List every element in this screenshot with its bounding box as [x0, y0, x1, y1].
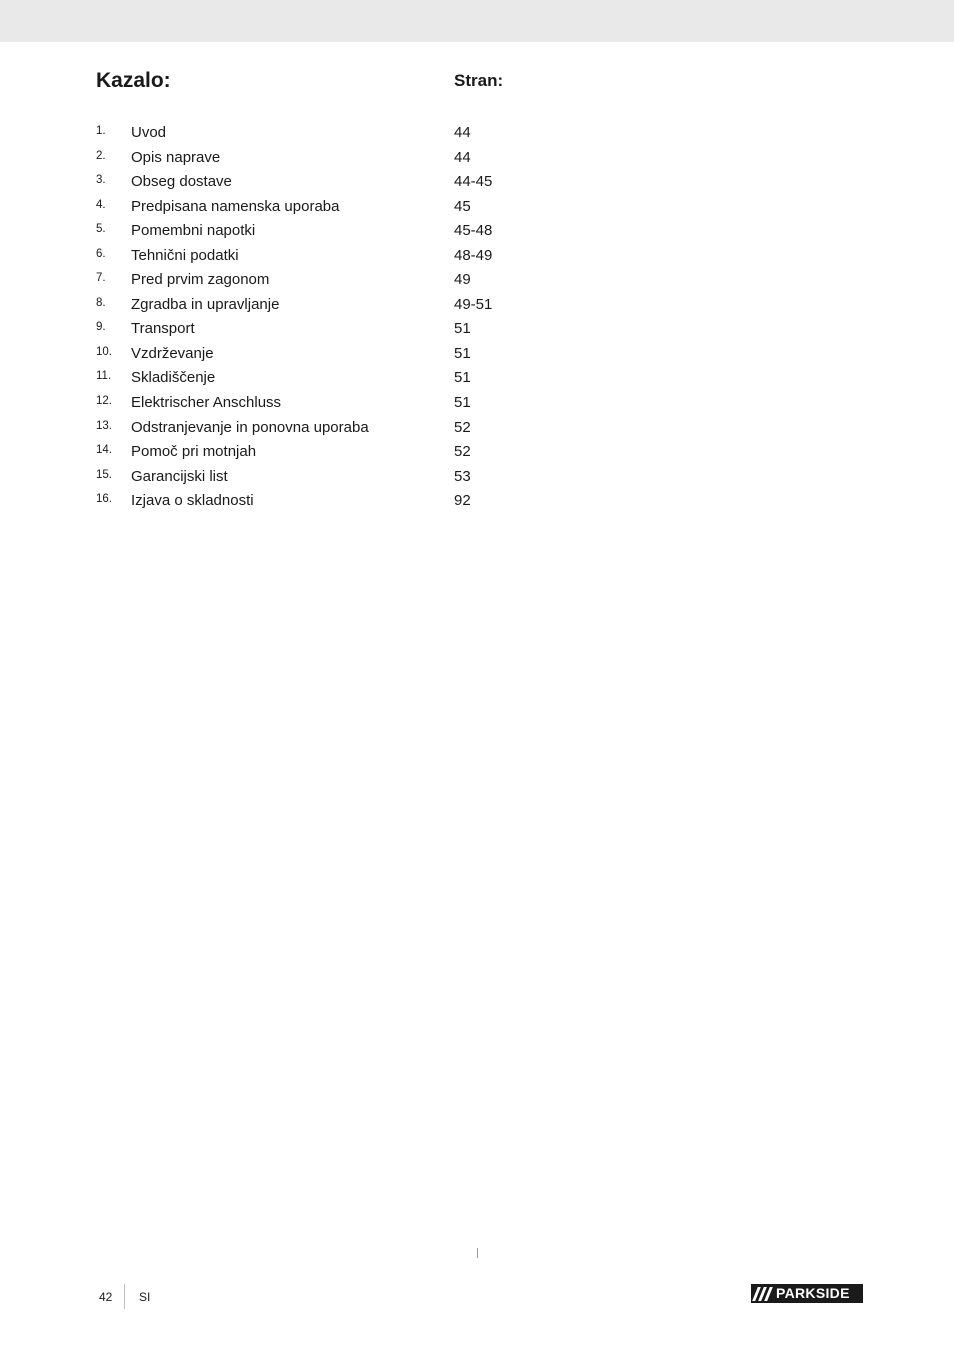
toc-item-number: 6. — [96, 247, 106, 260]
toc-item-label: Pred prvim zagonom — [131, 271, 270, 289]
toc-item-label: Predpisana namenska uporaba — [131, 197, 340, 215]
toc-item-number: 11. — [96, 370, 112, 383]
toc-item-label: Uvod — [131, 124, 167, 141]
toc-item[interactable] — [96, 367, 656, 392]
toc-item-label: Pomoč pri motnjah — [131, 443, 257, 461]
footer-page-number: 42 — [99, 1290, 113, 1304]
toc-item-page: 45-48 — [454, 222, 493, 240]
logo-slashes-icon — [755, 1287, 770, 1301]
toc-item-number: 12. — [96, 395, 112, 408]
toc-item-page: 51 — [454, 344, 471, 362]
toc-item-label: Pomembni napotki — [131, 222, 256, 240]
toc-item-page: 45 — [454, 197, 471, 215]
header-band — [0, 0, 954, 42]
toc-item-label: Odstranjevanje in ponovna uporaba — [131, 418, 369, 436]
toc-item-page: 44 — [454, 148, 471, 166]
toc-item[interactable] — [96, 343, 656, 368]
toc-item[interactable] — [96, 318, 656, 343]
toc-item-page: 44 — [454, 124, 471, 141]
toc-item[interactable] — [96, 196, 656, 221]
toc-item[interactable] — [96, 441, 656, 466]
toc-item-number: 4. — [96, 198, 106, 211]
toc-item-number: 10. — [96, 345, 112, 358]
toc-item-number: 14. — [96, 444, 112, 457]
footer-divider — [124, 1284, 125, 1309]
toc-item[interactable] — [96, 417, 656, 442]
page-column-header: Stran: — [454, 71, 504, 90]
toc-item-page: 51 — [454, 394, 471, 412]
table-of-contents — [96, 122, 656, 515]
center-crop-mark — [477, 1248, 478, 1258]
logo-wordmark: PARKSIDE — [776, 1285, 850, 1301]
toc-item-page: 52 — [454, 418, 471, 436]
toc-item[interactable] — [96, 466, 656, 491]
toc-item-label: Elektrischer Anschluss — [131, 394, 282, 412]
toc-item-number: 5. — [96, 223, 106, 236]
toc-item-page: 44-45 — [454, 173, 493, 191]
footer-language-code: SI — [139, 1290, 151, 1304]
toc-item[interactable] — [96, 220, 656, 245]
toc-item[interactable] — [96, 269, 656, 294]
toc-item-number: 7. — [96, 272, 106, 285]
toc-item[interactable] — [96, 171, 656, 196]
toc-item-label: Zgradba in upravljanje — [131, 295, 280, 313]
toc-item-page: 49 — [454, 271, 471, 289]
toc-item-page: 49-51 — [454, 295, 493, 313]
toc-item-label: Vzdrževanje — [131, 344, 214, 362]
toc-item-number: 13. — [96, 419, 112, 432]
toc-item-label: Garancijski list — [131, 467, 228, 485]
toc-item-page: 48-49 — [454, 246, 493, 264]
toc-item-page: 53 — [454, 467, 471, 485]
toc-item-number: 3. — [96, 174, 106, 187]
toc-item-label: Tehnični podatki — [131, 246, 239, 264]
toc-item-number: 1. — [96, 125, 106, 137]
toc-item-number: 16. — [96, 493, 112, 506]
toc-item[interactable] — [96, 490, 656, 515]
toc-item-number: 8. — [96, 296, 106, 309]
toc-item-label: Opis naprave — [131, 148, 221, 166]
toc-item-label: Izjava o skladnosti — [131, 492, 254, 510]
toc-item-label: Skladiščenje — [131, 369, 216, 387]
toc-item-page: 51 — [454, 369, 471, 387]
toc-item[interactable] — [96, 392, 656, 417]
toc-item[interactable] — [96, 122, 656, 147]
toc-item[interactable] — [96, 147, 656, 172]
toc-item-label: Obseg dostave — [131, 173, 232, 191]
parkside-logo — [751, 1284, 863, 1303]
toc-item-page: 52 — [454, 443, 471, 461]
toc-item-label: Transport — [131, 320, 195, 338]
toc-item-number: 15. — [96, 468, 112, 481]
toc-item[interactable] — [96, 294, 656, 319]
toc-item[interactable] — [96, 245, 656, 270]
toc-item-number: 9. — [96, 321, 106, 334]
page-title: Kazalo: — [96, 69, 171, 92]
toc-item-page: 51 — [454, 320, 471, 338]
toc-item-number: 2. — [96, 149, 106, 162]
toc-item-page: 92 — [454, 492, 471, 510]
